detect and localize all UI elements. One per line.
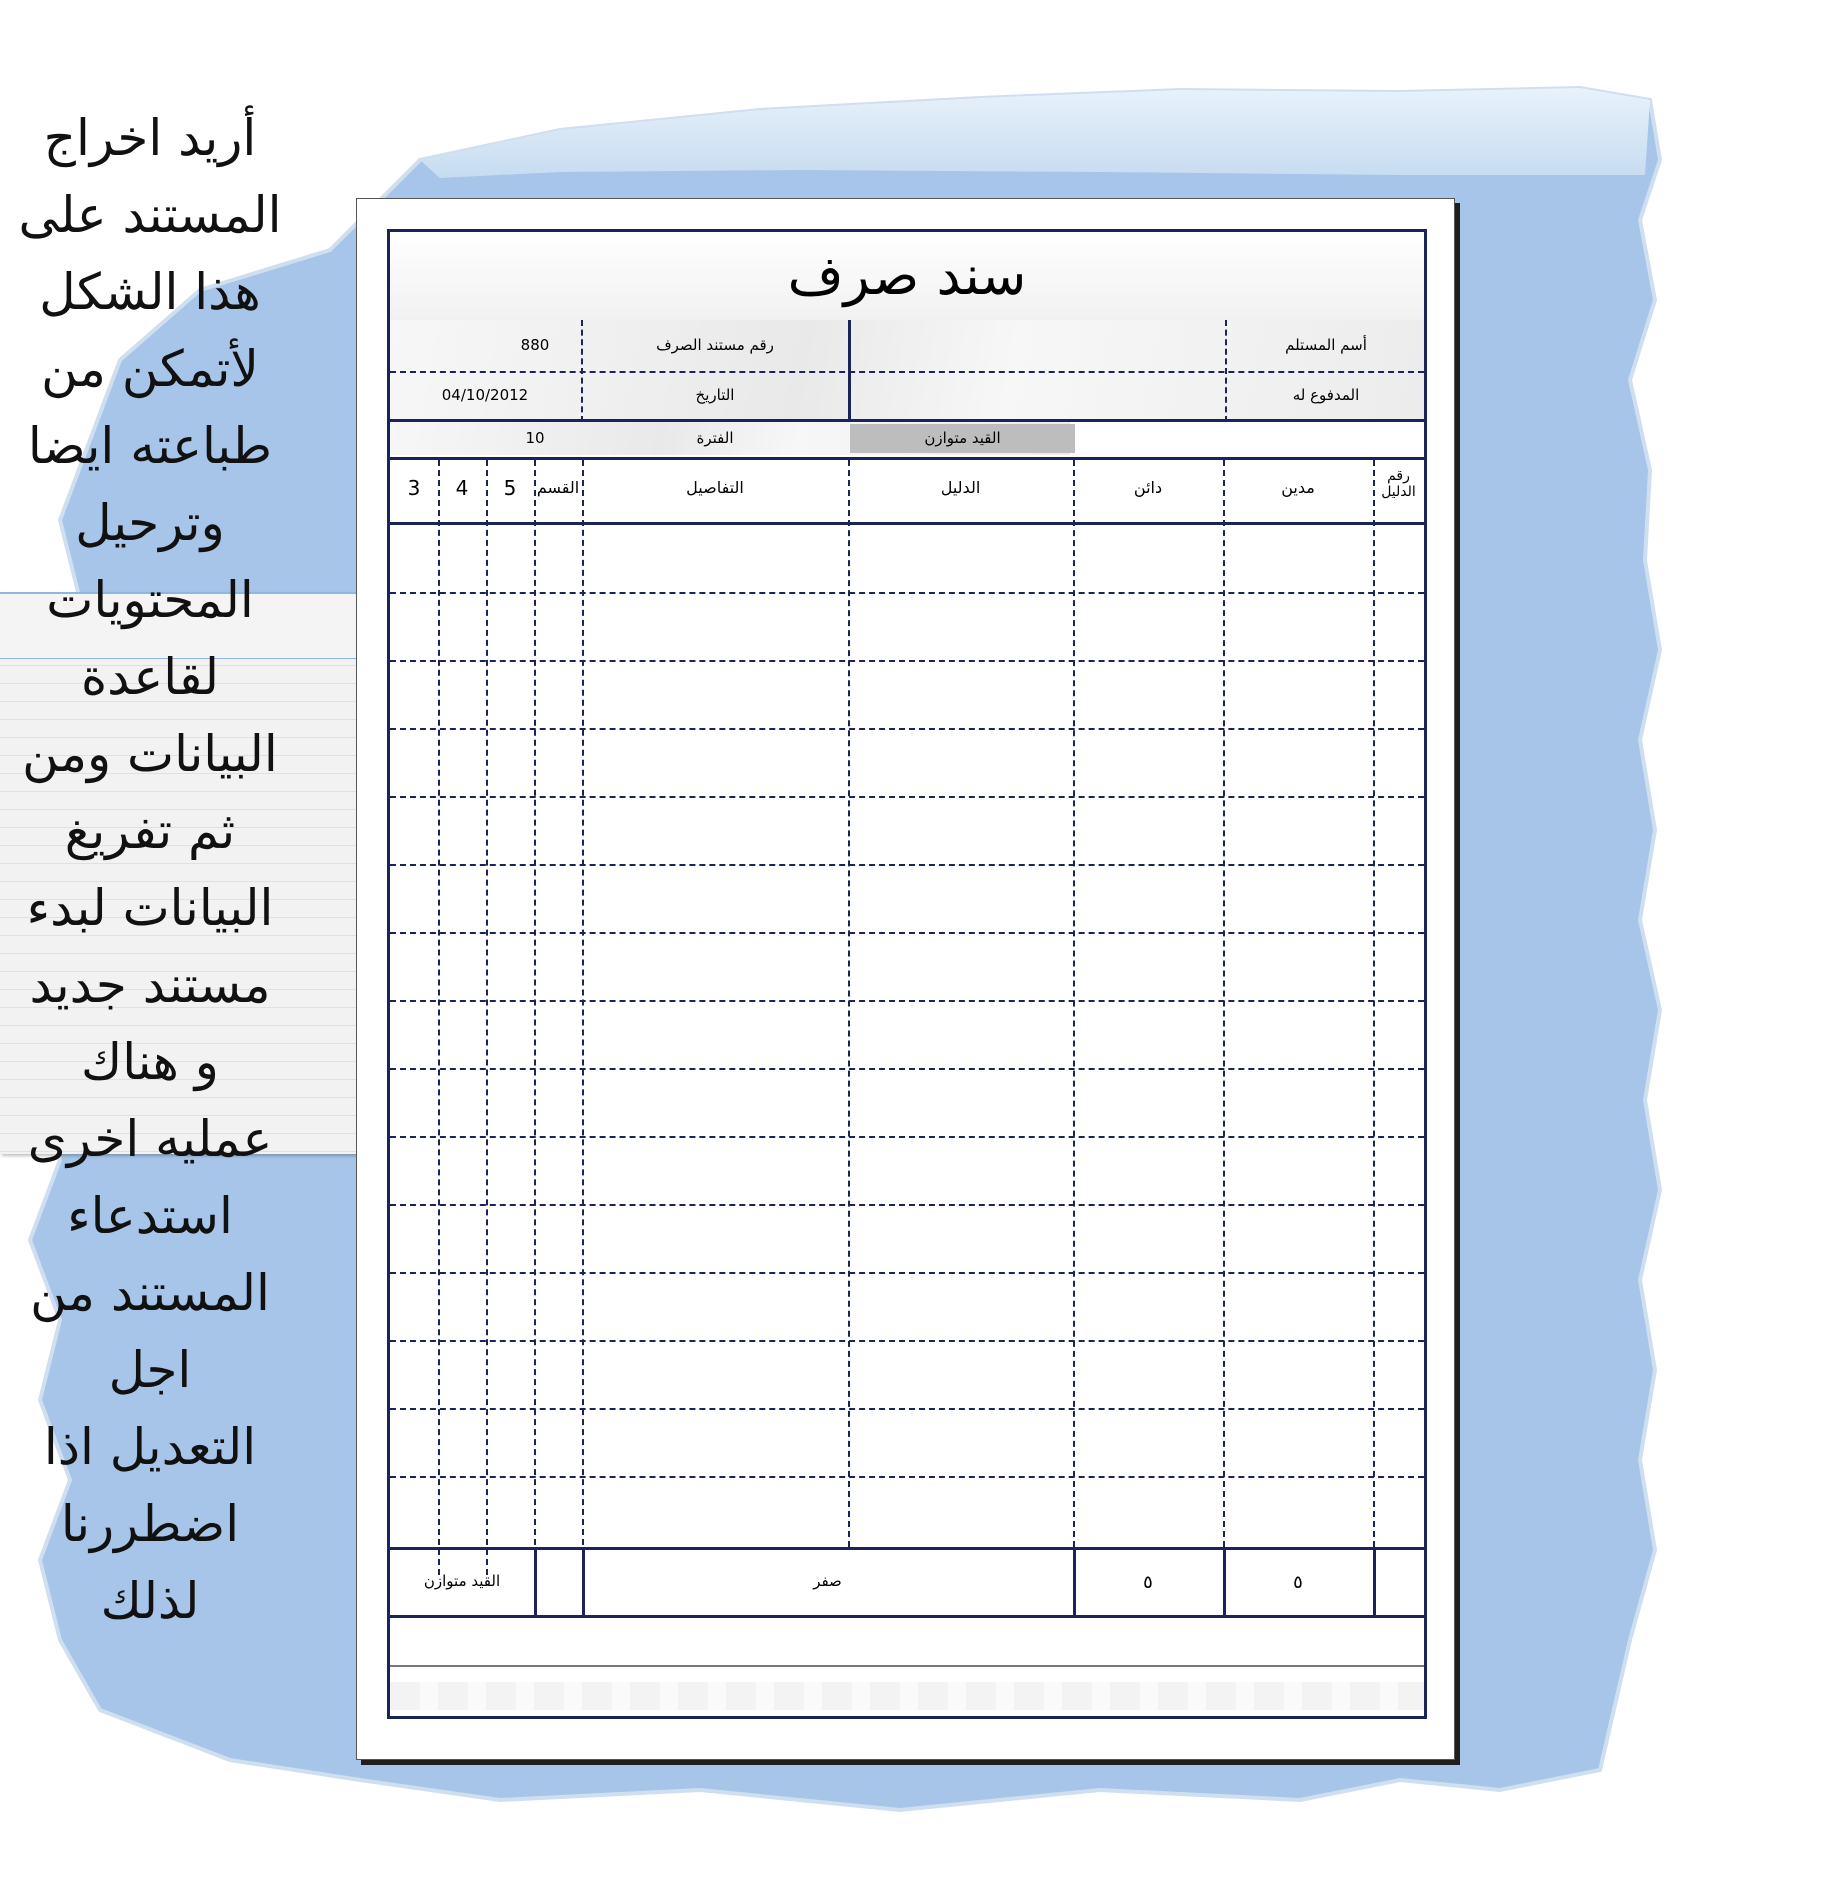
totals-bottom-border — [390, 1615, 1424, 1618]
info-divider — [1225, 320, 1227, 422]
info-divider — [390, 371, 1424, 373]
row-line — [390, 1476, 1424, 1478]
header-details: التفاصيل — [686, 478, 744, 497]
side-note-line: المحتويات — [46, 571, 254, 629]
row-line — [390, 660, 1424, 662]
period-value[interactable]: 10 — [525, 429, 545, 447]
side-note-line: عمليه اخرى — [27, 1110, 273, 1168]
info-divider — [848, 320, 851, 422]
side-note-line: ثم تفريغ — [64, 802, 236, 860]
document-page — [356, 198, 1455, 1760]
row-line — [390, 728, 1424, 730]
side-note-line: اضطررنا — [60, 1495, 240, 1553]
table-header-bottom — [390, 522, 1424, 525]
row-line — [390, 1068, 1424, 1070]
column-line — [848, 460, 850, 1547]
side-note-line: مستند جديد — [29, 956, 271, 1014]
voucher-number-value[interactable]: 880 — [520, 336, 550, 354]
column-line — [1373, 1547, 1376, 1615]
voucher-title-box — [390, 232, 1424, 323]
side-note-line: المستند على — [18, 186, 282, 244]
side-note-line: اجل — [108, 1341, 192, 1399]
row-line — [390, 1000, 1424, 1002]
recipient-label: أسم المستلم — [1285, 336, 1367, 354]
footer-line — [390, 1665, 1424, 1667]
balanced-badge: القيد متوازن — [850, 424, 1075, 453]
side-note-line: أريد اخراج — [43, 109, 257, 167]
row-line — [390, 1204, 1424, 1206]
header-col-4: 4 — [455, 476, 469, 500]
side-note-line: لذلك — [100, 1572, 200, 1630]
header-guide-number: رقم الدليل — [1381, 468, 1416, 500]
header-guide: الدليل — [940, 478, 981, 497]
side-note-line: و هناك — [81, 1033, 219, 1091]
row-line — [390, 932, 1424, 934]
debit-total: ٥ — [1293, 1572, 1303, 1593]
totals-top-border — [390, 1547, 1424, 1550]
header-credit: دائن — [1133, 478, 1163, 497]
side-note-line: وترحيل — [75, 494, 225, 552]
voucher-title: سند صرف — [787, 244, 1027, 307]
row-line — [390, 1408, 1424, 1410]
paid-to-label: المدفوع له — [1292, 386, 1360, 404]
side-note-line: البيانات لبدء — [26, 879, 274, 937]
side-note-line: لأتمكن من — [41, 340, 259, 398]
side-note-line: لقاعدة — [80, 648, 220, 706]
row-line — [390, 1136, 1424, 1138]
row-line — [390, 1272, 1424, 1274]
side-note-line: المستند من — [30, 1264, 270, 1322]
side-note — [0, 100, 300, 1640]
voucher-number-label: رقم مستند الصرف — [656, 336, 774, 354]
column-line — [1073, 460, 1075, 1547]
header-col-3: 3 — [407, 476, 421, 500]
amount-in-words: صفر — [813, 1572, 842, 1590]
side-note-line: استدعاء — [67, 1187, 233, 1245]
table-top-border — [390, 457, 1424, 460]
column-line — [1223, 460, 1225, 1547]
row-line — [390, 796, 1424, 798]
column-line — [1373, 460, 1375, 1547]
header-debit: مدين — [1281, 478, 1315, 497]
credit-total: ٥ — [1143, 1572, 1153, 1593]
footer-band — [390, 1682, 1424, 1710]
header-section: القسم — [536, 478, 580, 497]
payment-voucher-form — [387, 229, 1427, 1719]
date-value[interactable]: 04/10/2012 — [441, 386, 529, 404]
side-note-line: هذا الشكل — [39, 263, 261, 321]
row-line — [390, 592, 1424, 594]
side-note-line: التعديل اذا — [43, 1418, 257, 1476]
column-line — [534, 1547, 537, 1615]
side-note-line: طباعته ايضا — [27, 417, 273, 475]
side-note-line: البيانات ومن — [22, 725, 278, 783]
row-line — [390, 864, 1424, 866]
date-label: التاريخ — [695, 386, 735, 404]
row-line — [390, 1340, 1424, 1342]
totals-status: القيد متوازن — [423, 1572, 501, 1590]
header-col-5: 5 — [503, 476, 517, 500]
period-label: الفترة — [696, 429, 734, 447]
